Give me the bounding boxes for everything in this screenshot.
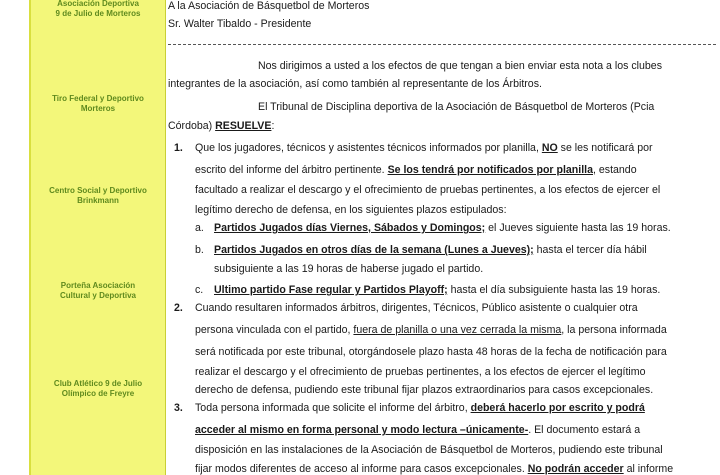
emphasis: acceder al mismo en forma personal y modo lectura –únicamente- (195, 424, 529, 436)
club-name: Club Atlético 9 de Julio Olímpico de Freyre (53, 379, 143, 398)
club-name: Centro Social y Deportivo Brinkmann (49, 186, 147, 205)
paragraph-line: realizar el descargo y el ofrecimiento de pruebas pertinentes, a los efectos de ejercer el legítimo (195, 366, 646, 378)
paragraph-line: legítimo derecho de defensa, en los siguientes plazos estipulados: (195, 204, 507, 216)
recipient: A la Asociación de Básquetbol de Morteros (168, 0, 370, 12)
club-name: Asociación Deportiva 9 de Julio de Morteros (55, 0, 141, 18)
paragraph-line: El Tribunal de Disciplina deportiva de la Asociación de Básquetbol de Morteros (Pcia (258, 101, 655, 113)
emphasis: Partidos Jugados en otros días de la semana (Lunes a Jueves); (214, 244, 534, 256)
paragraph-line (195, 324, 667, 337)
text: , estando (593, 164, 637, 176)
text: Córdoba) (168, 120, 216, 132)
paragraph-line: derecho de defensa, pudiendo este tribunal fijar plazos extraordinarios para casos excepcionales. (195, 384, 654, 396)
emphasis: Se los tendrá por notificados por planilla (387, 164, 593, 176)
clubs-sidebar (29, 0, 166, 475)
emphasis: Ultimo partido Fase regular y Partidos Playoff; (214, 284, 448, 296)
paragraph-line (214, 284, 660, 297)
text: , la persona informada (561, 324, 667, 336)
text: escrito del informe del árbitro pertinente. (195, 164, 388, 176)
item-number: 2. (174, 302, 183, 314)
text: se les notificará por (557, 142, 653, 154)
subitem-letter: c. (195, 284, 204, 296)
paragraph-line: facultado a realizar el descargo y el ofrecimiento de pruebas pertinentes, a los efectos de ejercer el (195, 184, 661, 196)
separator-line (168, 44, 716, 45)
subitem-letter: b. (195, 244, 204, 256)
text: al informe (623, 463, 674, 475)
text: . El documento estará a (528, 424, 641, 436)
emphasis: No podrán acceder (527, 463, 624, 475)
paragraph-line: Nos dirigimos a usted a los efectos de que tengan a bien enviar esta nota a los clubes (258, 60, 662, 72)
paragraph-line: Cuando resultaren informados árbitros, dirigentes, Técnicos, Público asistente o cualquier otra (195, 302, 638, 314)
paragraph-line (195, 402, 645, 415)
paragraph-line: disposición en las instalaciones de la Asociación de Básquetbol de Morteros, pudiendo este tribunal (195, 444, 663, 456)
paragraph-line: subsiguiente a las 19 horas de haberse jugado el partido. (214, 263, 484, 275)
text: persona vinculada con el partido, (195, 324, 354, 336)
paragraph-line: integrantes de la asociación, así como también al representante de los Árbitros. (168, 78, 542, 90)
paragraph-line (195, 424, 640, 437)
paragraph-line: será notificada por este tribunal, otorgándosele plazo hasta 48 horas de la fecha de notificación para (195, 346, 667, 358)
club-name: Porteña Asociación Cultural y Deportiva (59, 281, 136, 300)
item-number: 3. (174, 402, 183, 414)
recipient-attention: Sr. Walter Tibaldo - Presidente (168, 18, 312, 30)
text: fijar modos diferentes de acceso al informe para casos excepcionales. (195, 463, 528, 475)
text: Toda persona informada que solicite el informe del árbitro, (195, 402, 471, 414)
resuelve-heading: RESUELVE (215, 120, 272, 132)
paragraph-line (195, 463, 673, 475)
paragraph-line (214, 222, 671, 235)
emphasis: Partidos Jugados días Viernes, Sábados y Domingos; (214, 222, 486, 234)
club-name: Tiro Federal y Deportivo Morteros (52, 94, 144, 113)
subitem-letter: a. (195, 222, 204, 234)
paragraph-line (195, 164, 637, 177)
paragraph-line (195, 142, 653, 155)
text: hasta el tercer día hábil (533, 244, 647, 256)
emphasis: NO (541, 142, 558, 154)
text: : (271, 120, 275, 132)
paragraph-line (214, 244, 647, 257)
text: Que los jugadores, técnicos y asistentes técnicos informados por planilla, (195, 142, 542, 154)
emphasis: fuera de planilla o una vez cerrada la misma (353, 324, 562, 336)
text: hasta el día subsiguiente hasta las 19 horas. (447, 284, 661, 296)
paragraph-line (168, 120, 274, 133)
emphasis: deberá hacerlo por escrito y podrá (470, 402, 645, 414)
item-number: 1. (174, 142, 183, 154)
text: el Jueves siguiente hasta las 19 horas. (485, 222, 671, 234)
